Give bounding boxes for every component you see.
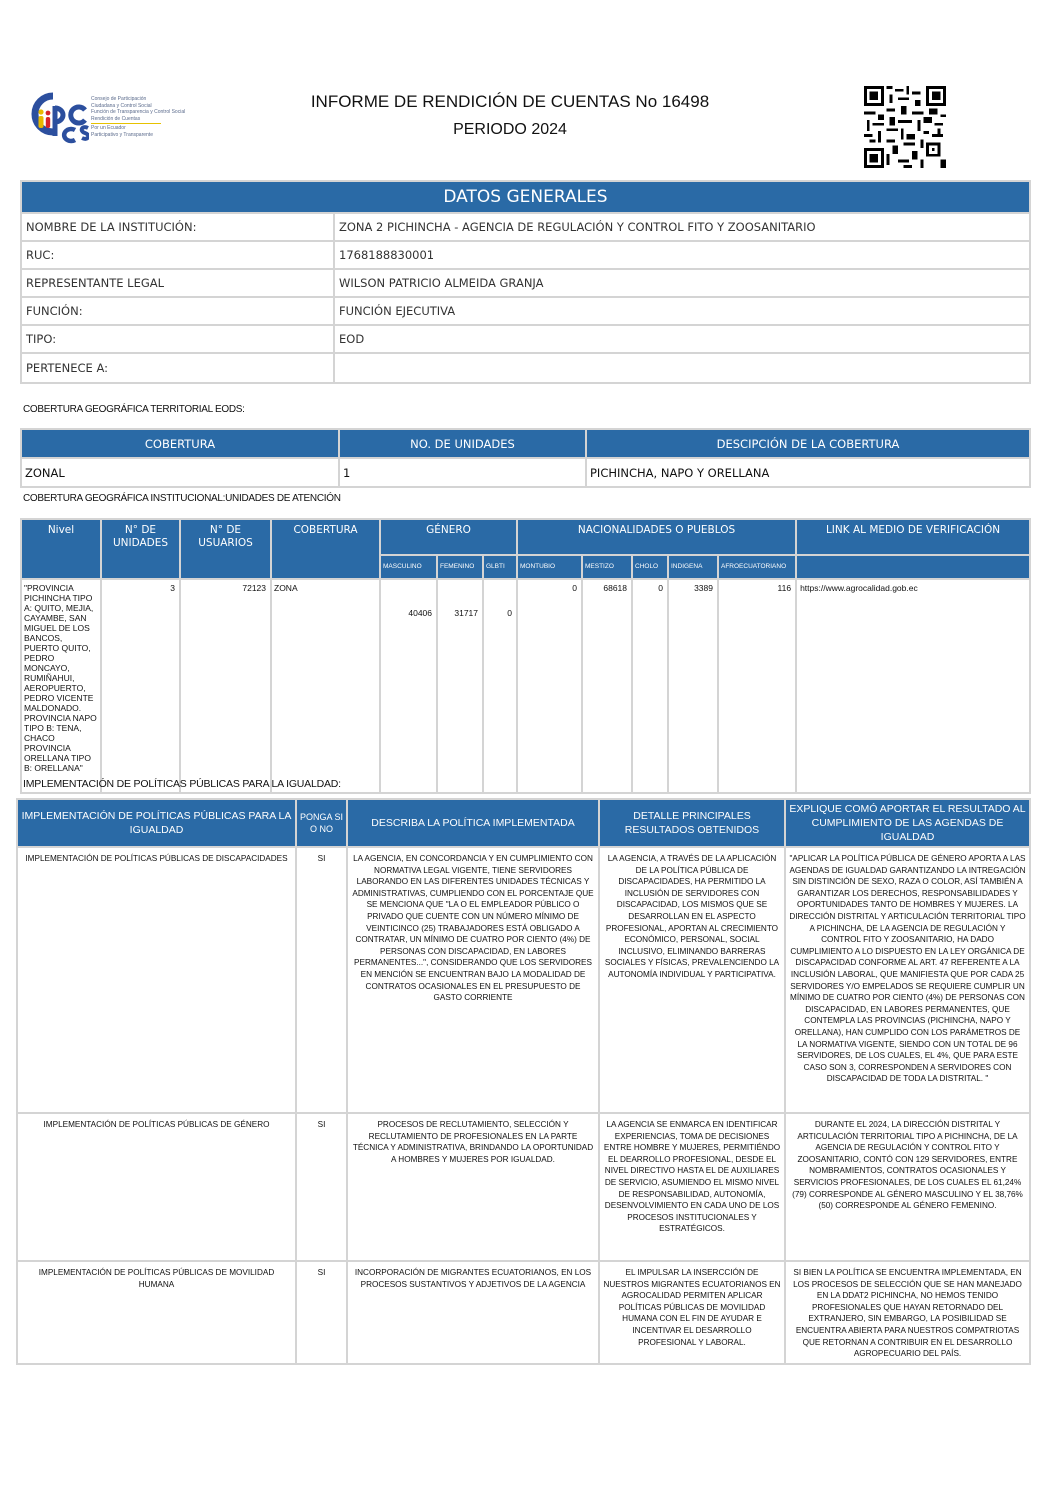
column-header: DESCRIBA LA POLÍTICA IMPLEMENTADA [347,799,599,847]
subheader-indigena: INDIGENA [668,555,718,579]
field-label: REPRESENTANTE LEGAL [21,269,334,297]
legal-representative: WILSON PATRICIO ALMEIDA GRANJA [334,269,1030,297]
field-label: TIPO: [21,325,334,353]
field-label: NOMBRE DE LA INSTITUCIÓN: [21,213,334,241]
table-row [17,847,1030,1113]
table-row [21,213,1030,241]
subheader-afroecuatoriano: AFROECUATORIANO [718,555,796,579]
column-header-usuarios: N° DE USUARIOS [180,519,271,579]
policy-si-no: SI [296,1261,347,1364]
subheader-cholo: CHOLO [632,555,668,579]
territorial-coverage-caption: COBERTURA GEOGRÁFICA TERRITORIAL EODS: [23,404,245,415]
column-header-unidades: N° DE UNIDADES [101,519,180,579]
cpccs-logo-icon [27,90,89,145]
column-header: COBERTURA [21,429,339,458]
mestizo-value: 68618 [582,579,632,793]
table-row [21,458,1030,487]
policy-si-no: SI [296,847,347,1113]
table-row [21,297,1030,325]
field-label: PERTENECE A: [21,353,334,383]
report-period: PERIODO 2024 [453,121,567,138]
afroecuatoriano-value: 116 [718,579,796,793]
nivel-value: "PROVINCIA PICHINCHA TIPO A: QUITO, MEJIA, CAYAMBE, SAN MIGUEL DE LOS BANCOS, PUERTO QUITO, PEDRO MONCAYO, RUMIÑAHUI, AEROPUERTO, PEDRO VICENTE MALDONADO. PROVINCIA NAPO TIPO B: TENA, CHACO PROVINCIA ORELLANA TIPO B: ORELLANA" [21,579,101,793]
datos-generales-table [20,180,1031,384]
field-label: FUNCIÓN: [21,297,334,325]
subheader-mestizo: MESTIZO [582,555,632,579]
policy-description: PROCESOS DE RECLUTAMIENTO, SELECCIÓN Y RECLUTAMIENTO DE PROFESIONALES EN LA PARTE TÉCNICA Y ADMINISTRATIVA, BRINDANDO LA OPORTUNIDAD A HOMBRES Y MUJERES POR IGUALDAD. [347,1113,599,1261]
table-row [21,353,1030,383]
belongs-to-value [334,353,1030,383]
masculino-value: 40406 [380,579,437,793]
policy-name: IMPLEMENTACIÓN DE POLÍTICAS PÚBLICAS DE GÉNERO [17,1113,296,1261]
indigena-value: 3389 [668,579,718,793]
policy-contribution: DURANTE EL 2024, LA DIRECCIÓN DISTRITAL Y ARTICULACIÓN TERRITORIAL TIPO A PICHINCHA, DE LA AGENCIA DE REGULACIÓN Y CONTROL FITO Y ZOOSANITARIO, CONTÓ CON 129 SERVIDORES, ENTRE NOMBRAMIENTOS, CONTRATOS OCASIONALES Y SERVICIOS PROFESIONALES, DE LOS CUALES EL 61,24% (79) CORRESPONDE AL GÉNERO MASCULINO Y EL 38,76% (50) CORRESPONDE AL GÉNERO FEMENINO. [785,1113,1030,1261]
policy-contribution: "APLICAR LA POLÍTICA PÚBLICA DE GÉNERO APORTA A LAS AGENDAS DE IGUALDAD GARANTIZANDO LA INTREGACIÓN SIN DISTINCIÓN DE SEXO, RAZA O COLOR, ASÍ TAMBIÉN A GARANTIZAR LOS DERECHOS, RESPONSABILIDADES Y OPORTUNIDADES TANTO DE HOMBRES Y MUJERES. LA DIRECCIÓN DISTRITAL Y ARTICULACIÓN TERRITORIAL TIPO A PICHINCHA, DE LA AGENCIA DE REGULACIÓN Y CONTROL FITO Y ZOOSANITARIO, HA DADO CUMPLIMIENTO A LO DISPUESTO EN LA LEY ORGÁNICA DE DISCAPACIDAD CONFORME AL ART. 47 REFERENTE A LA INCLUSIÓN LABORAL, QUE MANIFIESTA QUE POR CADA 25 SERVIDORES Y/O EMPELADOS SE REQUIERE CUMPLIR UN MÍNIMO DE CUATRO POR CIENTO (4%) DE PERSONAS CON DISCAPACIDAD, EN LABORES PERMANENTES, QUE CONTEMPLA LAS PROVINCIAS (PICHINCHA, NAPO Y ORELLANA), HAN CUMPLIDO CON LOS PARÁMETROS DE LA NORMATIVA VIGENTE, SIENDO CON UN TOTAL DE 96 SERVIDORES, DE LOS CUALES, EL 4%, QUE PARA ESTE CASO SON 3, CORRESPONDEN A SERVIDORES CON DISCAPACIDAD DE TODA LA DISTRITAL. " [785,847,1030,1113]
report-title: INFORME DE RENDICIÓN DE CUENTAS No 16498 [310,92,710,111]
column-header-nacionalidades: NACIONALIDADES O PUEBLOS [517,519,796,555]
datos-generales-title: DATOS GENERALES [21,181,1030,213]
column-header-cobertura: COBERTURA [271,519,380,579]
policy-description: LA AGENCIA, EN CONCORDANCIA Y EN CUMPLIMIENTO CON NORMATIVA LEGAL VIGENTE, TIENE SERVIDORES LABORANDO EN LAS DIFERENTES UNIDADES TÉCNICAS Y ADMINISTRATIVAS, CUMPLIENDO CON EL PORCENTAJE QUE SE MENCIONA QUE "LA O EL EMPLEADOR PÚBLICO O PRIVADO QUE CUENTE CON UN NÚMERO MÍNIMO DE VEINTICINCO (25) TRABAJADORES ESTÁ OBLIGADO A CONTRATAR, UN MÍNIMO DE CUATRO POR CIENTO (4%) DE PERSONAS CON DISCAPACIDAD, EN LABORES PERMANENTES...", CONSIDERANDO QUE LOS SERVIDORES EN MENCIÓN SE ENCUENTRAN BAJO LA MODALIDAD DE CONTRATOS OCASIONALES EN EL PRESUPUESTO DE GASTO CORRIENTE [347,847,599,1113]
verification-link[interactable]: https://www.agrocalidad.gob.ec [796,579,1030,793]
equality-policies-table [16,798,1031,1365]
type-value: EOD [334,325,1030,353]
column-header: PONGA SI O NO [296,799,347,847]
column-header-link: LINK AL MEDIO DE VERIFICACIÓN [796,519,1030,555]
institutional-coverage-table [20,518,1031,794]
subheader-femenino: FEMENINO [437,555,483,579]
column-header: IMPLEMENTACIÓN DE POLÍTICAS PÚBLICAS PARA LA IGUALDAD [17,799,296,847]
institution-name: ZONA 2 PICHINCHA - AGENCIA DE REGULACIÓN Y CONTROL FITO Y ZOOSANITARIO [334,213,1030,241]
logo-caption: Consejo de Participación Ciudadana y Control Social Función de Transparencia y Control Social Rendición de Cuentas Por un Ecuador Participativo y Transparente [91,96,186,138]
cholo-value: 0 [632,579,668,793]
coverage-value: ZONAL [21,458,339,487]
table-row [21,579,1030,793]
usuarios-value: 72123 [180,579,271,793]
policies-caption: IMPLEMENTACIÓN DE POLÍTICAS PÚBLICAS PARA LA IGUALDAD: [23,778,341,790]
ruc-value: 1768188830001 [334,241,1030,269]
units-value: 1 [339,458,586,487]
policy-description: INCORPORACIÓN DE MIGRANTES ECUATORIANOS, EN LOS PROCESOS SUSTANTIVOS Y ADJETIVOS DE LA AGENCIA [347,1261,599,1364]
policy-results: LA AGENCIA, A TRAVÉS DE LA APLICACIÓN DE LA POLÍTICA PÚBLICA DE DISCAPACIDADES, HA PERMITIDO LA INCLUSIÓN DE SERVIDORES CON DISCAPACIDAD, LOS MISMOS QUE SE DESARROLLAN EN EL ASPECTO PROFESIONAL, APORTAN AL CRECIMIENTO ECONÓMICO, PERSONAL, SOCIAL INCLUSIVO, ELIMINANDO BARRERAS SOCIALES Y FÍSICAS, PREVALENCIENDO LA AUTONOMÍA INDIVIDUAL Y PARTICIPATIVA. [599,847,785,1113]
table-row [17,1113,1030,1261]
subheader-masculino: MASCULINO [380,555,437,579]
policy-name: IMPLEMENTACIÓN DE POLÍTICAS PÚBLICAS DE MOVILIDAD HUMANA [17,1261,296,1364]
column-header-nivel: Nivel [21,519,101,579]
unidades-value: 3 [101,579,180,793]
cpccs-logo [27,90,207,145]
column-header: DETALLE PRINCIPALES RESULTADOS OBTENIDOS [599,799,785,847]
column-header: NO. DE UNIDADES [339,429,586,458]
function-value: FUNCIÓN EJECUTIVA [334,297,1030,325]
table-row [21,269,1030,297]
territorial-coverage-table [20,428,1031,488]
field-label: RUC: [21,241,334,269]
subheader-link-empty [796,555,1030,579]
policy-name: IMPLEMENTACIÓN DE POLÍTICAS PÚBLICAS DE DISCAPACIDADES [17,847,296,1113]
policy-results: LA AGENCIA SE ENMARCA EN IDENTIFICAR EXPERIENCIAS, TOMA DE DECISIONES ENTRE HOMBRE Y MUJERES, PERMITIÉNDO EL DEARROLLO PROFESIONAL, DESDE EL NIVEL DIRECTIVO HASTA EL DE AUXILIARES DE SERVICIO, ASUMIENDO EL MISMO NIVEL DE RESPONSABILIDAD, AUTONOMÍA, DESENVOLVIMIENTO EN CADA UNO DE LOS PROCESOS INSTITUCIONALES Y ESTRATÉGICOS. [599,1113,785,1261]
subheader-montubio: MONTUBIO [517,555,582,579]
coverage-description: PICHINCHA, NAPO Y ORELLANA [586,458,1030,487]
column-header: DESCIPCIÓN DE LA COBERTURA [586,429,1030,458]
glbti-value: 0 [483,579,517,793]
subheader-glbti: GLBTI [483,555,517,579]
policy-si-no: SI [296,1113,347,1261]
qr-code-icon [864,86,946,168]
table-row [21,325,1030,353]
institutional-coverage-caption: COBERTURA GEOGRÁFICA INSTITUCIONAL:UNIDADES DE ATENCIÓN [23,493,341,504]
montubio-value: 0 [517,579,582,793]
column-header-genero: GÉNERO [380,519,517,555]
table-row [17,1261,1030,1364]
policy-contribution: SI BIEN LA POLÍTICA SE ENCUENTRA IMPLEMENTADA, EN LOS PROCESOS DE SELECCIÓN QUE SE HAN MANEJADO EN LA DDAT2 PICHINCHA, NO HEMOS TENIDO PROFESIONALES QUE HAYAN RETORNADO DEL EXTRANJERO, SIN EMBARGO, LA POSIBILIDAD SE ENCUENTRA ABIERTA PARA NUESTROS COMPATRIOTAS QUE RETORNAN A CONTRIBUIR EN EL DESARROLLO AGROPECUARIO DEL PAÍS. [785,1261,1030,1364]
policy-results: EL IMPULSAR LA INSERCCIÓN DE NUESTROS MIGRANTES ECUATORIANOS EN AGROCALIDAD PERMITEN APLICAR POLÍTICAS PÚBLICAS DE MOVILIDAD HUMANA CON EL FIN DE AYUDAR E INCENTIVAR EL DESARROLLO PROFESIONAL Y LABORAL. [599,1261,785,1364]
cobertura-value: ZONA [271,579,380,793]
table-row [21,241,1030,269]
femenino-value: 31717 [437,579,483,793]
column-header: EXPLIQUE COMÓ APORTAR EL RESULTADO AL CUMPLIMIENTO DE LAS AGENDAS DE IGUALDAD [785,799,1030,847]
